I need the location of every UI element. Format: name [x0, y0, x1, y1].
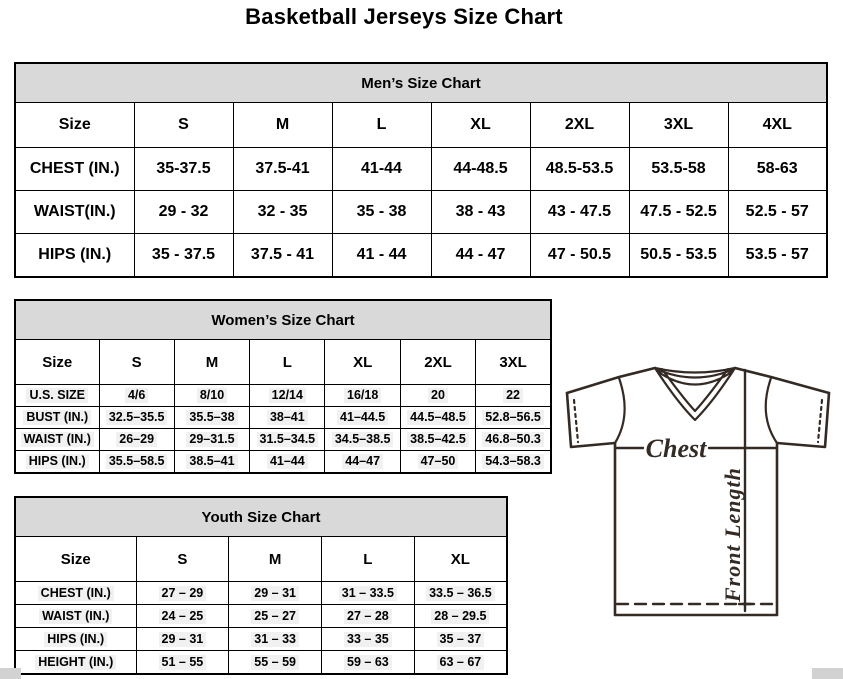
womens-size-table	[14, 299, 552, 474]
womens-row-label: WAIST (IN.)	[15, 429, 99, 451]
youth-header-l: L	[322, 537, 415, 582]
youth-cell: 27 – 29	[136, 582, 229, 605]
bottom-left-corner-chip	[0, 668, 21, 679]
mens-row-label: HIPS (IN.)	[15, 234, 134, 278]
womens-cell: 26–29	[99, 429, 174, 451]
womens-cell: 54.3–58.3	[476, 451, 551, 474]
mens-table-title: Men’s Size Chart	[15, 63, 827, 103]
youth-row	[15, 605, 507, 628]
mens-cell: 37.5 - 41	[233, 234, 332, 278]
jersey-body	[615, 443, 777, 615]
womens-cell: 47–50	[400, 451, 475, 474]
youth-size-table	[14, 496, 508, 675]
mens-cell: 53.5 - 57	[728, 234, 827, 278]
womens-cell: 32.5–35.5	[99, 407, 174, 429]
youth-cell: 51 – 55	[136, 651, 229, 675]
mens-cell: 47 - 50.5	[530, 234, 629, 278]
jersey-right-cuff-stitch	[818, 400, 822, 442]
mens-cell: 52.5 - 57	[728, 191, 827, 234]
womens-cell: 38–41	[250, 407, 325, 429]
womens-cell: 29–31.5	[174, 429, 249, 451]
womens-cell: 41–44.5	[325, 407, 400, 429]
youth-cell: 35 – 37	[414, 628, 507, 651]
mens-cell: 35-37.5	[134, 148, 233, 191]
youth-header-xl: XL	[414, 537, 507, 582]
mens-header-label: Size	[15, 103, 134, 148]
youth-row-label: HIPS (IN.)	[15, 628, 136, 651]
womens-row	[15, 407, 551, 429]
mens-cell: 37.5-41	[233, 148, 332, 191]
womens-cell: 35.5–38	[174, 407, 249, 429]
youth-row-label: WAIST (IN.)	[15, 605, 136, 628]
mens-cell: 48.5-53.5	[530, 148, 629, 191]
mens-cell: 35 - 38	[332, 191, 431, 234]
mens-header-l: L	[332, 103, 431, 148]
mens-row	[15, 191, 827, 234]
mens-size-table	[14, 62, 828, 278]
mens-cell: 41-44	[332, 148, 431, 191]
mens-cell: 50.5 - 53.5	[629, 234, 728, 278]
womens-header-xl: XL	[325, 340, 400, 385]
mens-header-2xl: 2XL	[530, 103, 629, 148]
youth-cell: 31 – 33	[229, 628, 322, 651]
jersey-right-armhole	[766, 378, 777, 443]
youth-cell: 59 – 63	[322, 651, 415, 675]
youth-cell: 55 – 59	[229, 651, 322, 675]
womens-cell: 44–47	[325, 451, 400, 474]
mens-header-m: M	[233, 103, 332, 148]
womens-header-l: L	[250, 340, 325, 385]
mens-header-s: S	[134, 103, 233, 148]
womens-cell: 44.5–48.5	[400, 407, 475, 429]
youth-cell: 29 – 31	[136, 628, 229, 651]
mens-header-xl: XL	[431, 103, 530, 148]
womens-cell: 46.8–50.3	[476, 429, 551, 451]
mens-cell: 38 - 43	[431, 191, 530, 234]
youth-header-m: M	[229, 537, 322, 582]
mens-row-label: CHEST (IN.)	[15, 148, 134, 191]
mens-cell: 43 - 47.5	[530, 191, 629, 234]
youth-row	[15, 651, 507, 675]
mens-header-3xl: 3XL	[629, 103, 728, 148]
womens-row-label: U.S. SIZE	[15, 385, 99, 407]
jersey-left-shoulder	[567, 368, 655, 393]
mens-cell: 41 - 44	[332, 234, 431, 278]
womens-cell: 12/14	[250, 385, 325, 407]
jersey-right-shoulder	[735, 368, 829, 393]
womens-row-label: HIPS (IN.)	[15, 451, 99, 474]
womens-header-label: Size	[15, 340, 99, 385]
mens-row-label: WAIST(IN.)	[15, 191, 134, 234]
womens-cell: 35.5–58.5	[99, 451, 174, 474]
youth-cell: 33 – 35	[322, 628, 415, 651]
womens-cell: 41–44	[250, 451, 325, 474]
womens-cell: 20	[400, 385, 475, 407]
jersey-left-cuff-stitch	[574, 400, 578, 442]
mens-cell: 53.5-58	[629, 148, 728, 191]
mens-cell: 44 - 47	[431, 234, 530, 278]
womens-cell: 38.5–42.5	[400, 429, 475, 451]
womens-cell: 4/6	[99, 385, 174, 407]
jersey-left-armhole	[615, 378, 625, 443]
chest-label: Chest	[645, 434, 707, 463]
womens-cell: 22	[476, 385, 551, 407]
womens-cell: 31.5–34.5	[250, 429, 325, 451]
youth-cell: 24 – 25	[136, 605, 229, 628]
mens-cell: 58-63	[728, 148, 827, 191]
mens-row	[15, 148, 827, 191]
mens-cell: 44-48.5	[431, 148, 530, 191]
jersey-measurement-diagram	[556, 350, 840, 630]
womens-header-s: S	[99, 340, 174, 385]
womens-table-title: Women’s Size Chart	[15, 300, 551, 340]
womens-cell: 16/18	[325, 385, 400, 407]
mens-cell: 29 - 32	[134, 191, 233, 234]
womens-row	[15, 451, 551, 474]
youth-cell: 31 – 33.5	[322, 582, 415, 605]
youth-row-label: CHEST (IN.)	[15, 582, 136, 605]
womens-cell: 38.5–41	[174, 451, 249, 474]
womens-row	[15, 385, 551, 407]
mens-header-4xl: 4XL	[728, 103, 827, 148]
womens-header-m: M	[174, 340, 249, 385]
womens-row	[15, 429, 551, 451]
youth-cell: 27 – 28	[322, 605, 415, 628]
mens-cell: 35 - 37.5	[134, 234, 233, 278]
front-length-label: Front Length	[720, 467, 745, 602]
page-title: Basketball Jerseys Size Chart	[245, 4, 563, 29]
youth-row	[15, 582, 507, 605]
youth-cell: 29 – 31	[229, 582, 322, 605]
youth-cell: 63 – 67	[414, 651, 507, 675]
womens-cell: 34.5–38.5	[325, 429, 400, 451]
youth-header-label: Size	[15, 537, 136, 582]
womens-row-label: BUST (IN.)	[15, 407, 99, 429]
mens-cell: 47.5 - 52.5	[629, 191, 728, 234]
youth-header-s: S	[136, 537, 229, 582]
youth-row	[15, 628, 507, 651]
bottom-right-corner-chip	[812, 668, 843, 679]
womens-cell: 8/10	[174, 385, 249, 407]
youth-cell: 25 – 27	[229, 605, 322, 628]
womens-cell: 52.8–56.5	[476, 407, 551, 429]
mens-row	[15, 234, 827, 278]
womens-header-2xl: 2XL	[400, 340, 475, 385]
jersey-collar	[655, 368, 735, 420]
youth-row-label: HEIGHT (IN.)	[15, 651, 136, 675]
mens-cell: 32 - 35	[233, 191, 332, 234]
youth-cell: 33.5 – 36.5	[414, 582, 507, 605]
womens-header-3xl: 3XL	[476, 340, 551, 385]
youth-cell: 28 – 29.5	[414, 605, 507, 628]
youth-table-title: Youth Size Chart	[15, 497, 507, 537]
